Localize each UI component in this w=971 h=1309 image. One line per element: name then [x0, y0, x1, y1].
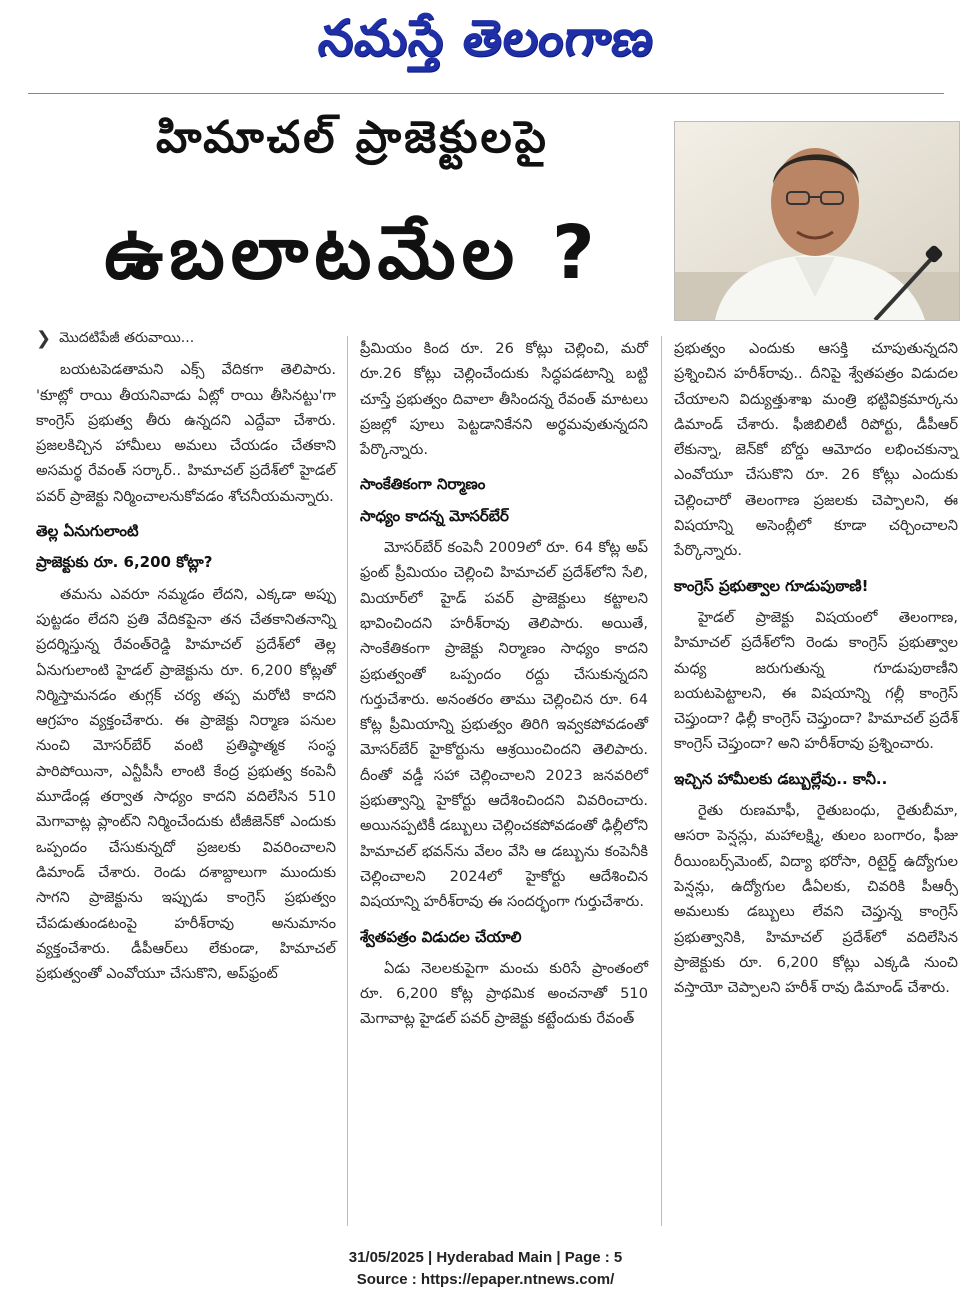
- paragraph: మోసర్‌బేర్ కంపెనీ 2009లో రూ. 64 కోట్ల అప్ ఫ్రంట్ ప్రీమియం చెల్లించి హిమాచల్ ప్రదేశ్‌లోని సేలి, మియార్‌లో హైడ్ పవర్ ప్రాజెక్టులు కట్టాలని భావించిందని హరీశ్‌రావు తెలిపారు. అయితే, సాంకేతికంగా ప్రాజెక్టు నిర్మాణం సాధ్యం కాదని ప్రభుత్వంతో ఒప్పందం రద్దు చేసుకున్నదని గుర్తుచేశారు. అనంతరం తాము చెల్లించిన రూ. 64 కోట్ల ప్రీమియాన్ని ప్రభుత్వం తిరిగి ఇవ్వకపోవడంతో మోసర్‌బేర్ హైకోర్టును ఆశ్రయించిందని తెలిపారు. దీంతో వడ్డీ సహా చెల్లించాలని 2023 జనవరిలో ప్రభుత్వాన్ని హైకోర్టు ఆదేశించిందని వివరించారు. అయినప్పటికీ డబ్బులు చెల్లించకపోవడంతో ఢిల్లీలోని హిమాచల్ భవన్‌ను వేలం వేసి ఆ డబ్బును కంపెనీకి చెల్లించాలని 2024లో హైకోర్టు ఆదేశించిన విషయాన్ని హరీశ్‌రావు ఈ సందర్భంగా గుర్తుచేశారు.: [360, 539, 648, 911]
- headline-line-1: హిమాచల్ ప్రాజెక్టులపై: [156, 112, 549, 163]
- subheading: ఇచ్చిన హామీలకు డబ్బుల్లేవు.. కానీ..: [674, 769, 888, 788]
- paragraph: ఏడు నెలలకుపైగా మంచు కురిసే ప్రాంతంలో రూ. 6,200 కోట్ల ప్రాథమిక అంచనాతో 510 మెగావాట్ల హైడల్ పవర్ ప్రాజెక్టు కట్టేందుకు రేవంత్: [360, 959, 648, 1028]
- paragraph: బయటపెడతామని ఎక్స్ వేదికగా తెలిపారు. 'కూట్లో రాయి తీయనివాడు ఏట్లో రాయి తీసినట్టు'గా కాంగ్రెస్ ప్రభుత్వ తీరు ఉన్నదని ఎద్దేవా చేశారు. ప్రజలకిచ్చిన హామీలు అమలు చేయడం చేతకాని అసమర్థ రేవంత్ సర్కార్.. హిమాచల్ ప్రదేశ్‌లో హైడల్ పవర్ ప్రాజెక్టు నిర్మించాలనుకోవడం శోచనీయమన్నారు.: [36, 361, 336, 505]
- paragraph: ప్రీమియం కింద రూ. 26 కోట్లు చెల్లించి, మరో రూ.26 కోట్లు చెల్లించేందుకు సిద్ధపడటాన్ని బట్టి చూస్తే ప్రభుత్వం దివాలా తీసిందన్న రేవంత్ మాటలు ప్రజల్లో పూలు పెట్టడానికేనని అర్థమవుతున్నదని పేర్కొన్నారు.: [360, 340, 648, 459]
- article-column-1: [36, 326, 336, 986]
- continued-text: మొదటిపేజీ తరువాయి...: [59, 330, 195, 346]
- paragraph: ప్రభుత్వం ఎందుకు ఆసక్తి చూపుతున్నదని ప్రశ్నించిన హరీశ్‌రావు.. దీనిపై శ్వేతపత్రం విడుదల చేయాలని విద్యుత్తుశాఖ మంత్రి భట్టివిక్రమార్కను డిమాండ్ చేశారు. ఫీజిబిలిటీ రిపోర్టు, డీపీఆర్ లేకున్నా, జెన్‌కో బోర్డు ఆమోదం లభించకున్నా ఎంవోయూ చేసుకొని రూ. 26 కోట్లు ఎందుకు చెల్లించారో తెలంగాణ ప్రజలకు చెప్పాలని, ఈ విషయాన్ని అసెంబ్లీలో కూడా చర్చించాలని పేర్కొన్నారు.: [674, 340, 958, 560]
- subheading: శ్వేతపత్రం విడుదల చేయాలి: [360, 927, 522, 946]
- masthead-logo: [0, 0, 971, 88]
- masthead-rule: [28, 93, 944, 94]
- subheading: సాధ్యం కాదన్న మోసర్‌బేర్: [360, 506, 509, 525]
- column-divider-2: [661, 336, 662, 1226]
- article-column-3: [674, 336, 958, 1000]
- footer-source: Source : https://epaper.ntnews.com/: [356, 1271, 615, 1288]
- article-photo: [674, 121, 960, 321]
- headline-line-2: ఉబలాటమేల ?: [104, 210, 601, 296]
- article-column-2: [360, 336, 648, 1032]
- paragraph: తమను ఎవరూ నమ్మడం లేదని, ఎక్కడా అప్పు పుట్టడం లేదని ప్రతి వేదికపైనా తన చేతకానితనాన్ని ప్రదర్శిస్తున్న రేవంత్‌రెడ్డి హిమాచల్ ప్రదేశ్‌లో తెల్ల ఏనుగులాంటి హైడల్ ప్రాజెక్టును రూ. 6,200 కోట్లతో నిర్మిస్తామనడం తుగ్లక్ చర్య తప్ప మరోటి కాదని ఆగ్రహం వ్యక్తంచేశారు. ఈ ప్రాజెక్టు నిర్మాణ పనుల నుంచి మోసర్‌బేర్ వంటి ప్రతిష్ఠాత్మక సంస్థ పారిపోయినా, ఎన్టీపీసీ లాంటి కేంద్ర ప్రభుత్వ కంపెనీ మూడేండ్ల తర్వాత సాధ్యం కాదని వదిలేసిన 510 మెగావాట్ల ప్లాంట్‌ని నిర్మించేందుకు టీజీజెన్‌కో ఎందుకు ఒప్పందం చేసుకున్నదో ప్రజలకు వివరించాలని డిమాండ్ చేశారు. రెండు దశాబ్దాలుగా ముందుకు సాగని ప్రాజెక్టును ఇప్పుడు కాంగ్రెస్ ప్రభుత్వం చేపడుతుండటంపై హరీశ్‌రావు అనుమానం వ్యక్తంచేశారు. డీపీఆర్‌లు లేకుండా, హిమాచల్ ప్రభుత్వంతో ఎంవోయూ చేసుకొని, అప్‌ఫ్రంట్: [36, 585, 336, 983]
- masthead-title: నమస్తే తెలంగాణ: [315, 8, 658, 67]
- subheading: సాంకేతికంగా నిర్మాణం: [360, 475, 486, 494]
- footer-date-edition: 31/05/2025 | Hyderabad Main | Page : 5: [348, 1249, 623, 1266]
- subheading: కాంగ్రెస్ ప్రభుత్వాల గూడుపుఠాణి!: [674, 576, 869, 595]
- chevron-right-icon: ❯: [36, 328, 52, 349]
- subheading: తెల్ల ఏనుగులాంటి: [36, 522, 139, 541]
- continued-label: [36, 326, 336, 351]
- column-divider-1: [347, 336, 348, 1226]
- paragraph: హైడల్ ప్రాజెక్టు విషయంలో తెలంగాణ, హిమాచల్ ప్రదేశ్‌లోని రెండు కాంగ్రెస్ ప్రభుత్వాల మధ్య జరుగుతున్న గూడుపుఠాణీని బయటపెట్టాలని, ఈ విషయాన్ని గల్లీ కాంగ్రెస్ చెప్తుందా? ఢిల్లీ కాంగ్రెస్ చెప్తుందా? హిమాచల్ ప్రదేశ్ కాంగ్రెస్ చెప్తుందా? అని హరీశ్‌రావు ప్రశ్నించారు.: [674, 608, 958, 753]
- paragraph: రైతు రుణమాఫీ, రైతుబంధు, రైతుబీమా, ఆసరా పెన్షన్లు, మహాలక్ష్మి, తులం బంగారం, ఫీజు రీయింబర్స్‌మెంట్, విద్యా భరోసా, రిటైర్డ్ ఉద్యోగుల పెన్షన్లు, ఉద్యోగుల డీఏలకు, చివరికి పీఆర్సీ అమలుకు డబ్బులు లేవని చెప్తున్న కాంగ్రెస్ ప్రభుత్వానికి, హిమాచల్ ప్రదేశ్‌లో వదిలేసిన ప్రాజెక్టుకు రూ. 6,200 కోట్లు ఎక్కడి నుంచి వస్తాయో చెప్పాలని హరీశ్ రావు డిమాండ్ చేశారు.: [674, 802, 958, 997]
- subheading: ప్రాజెక్టుకు రూ. 6,200 కోట్లా?: [36, 553, 213, 572]
